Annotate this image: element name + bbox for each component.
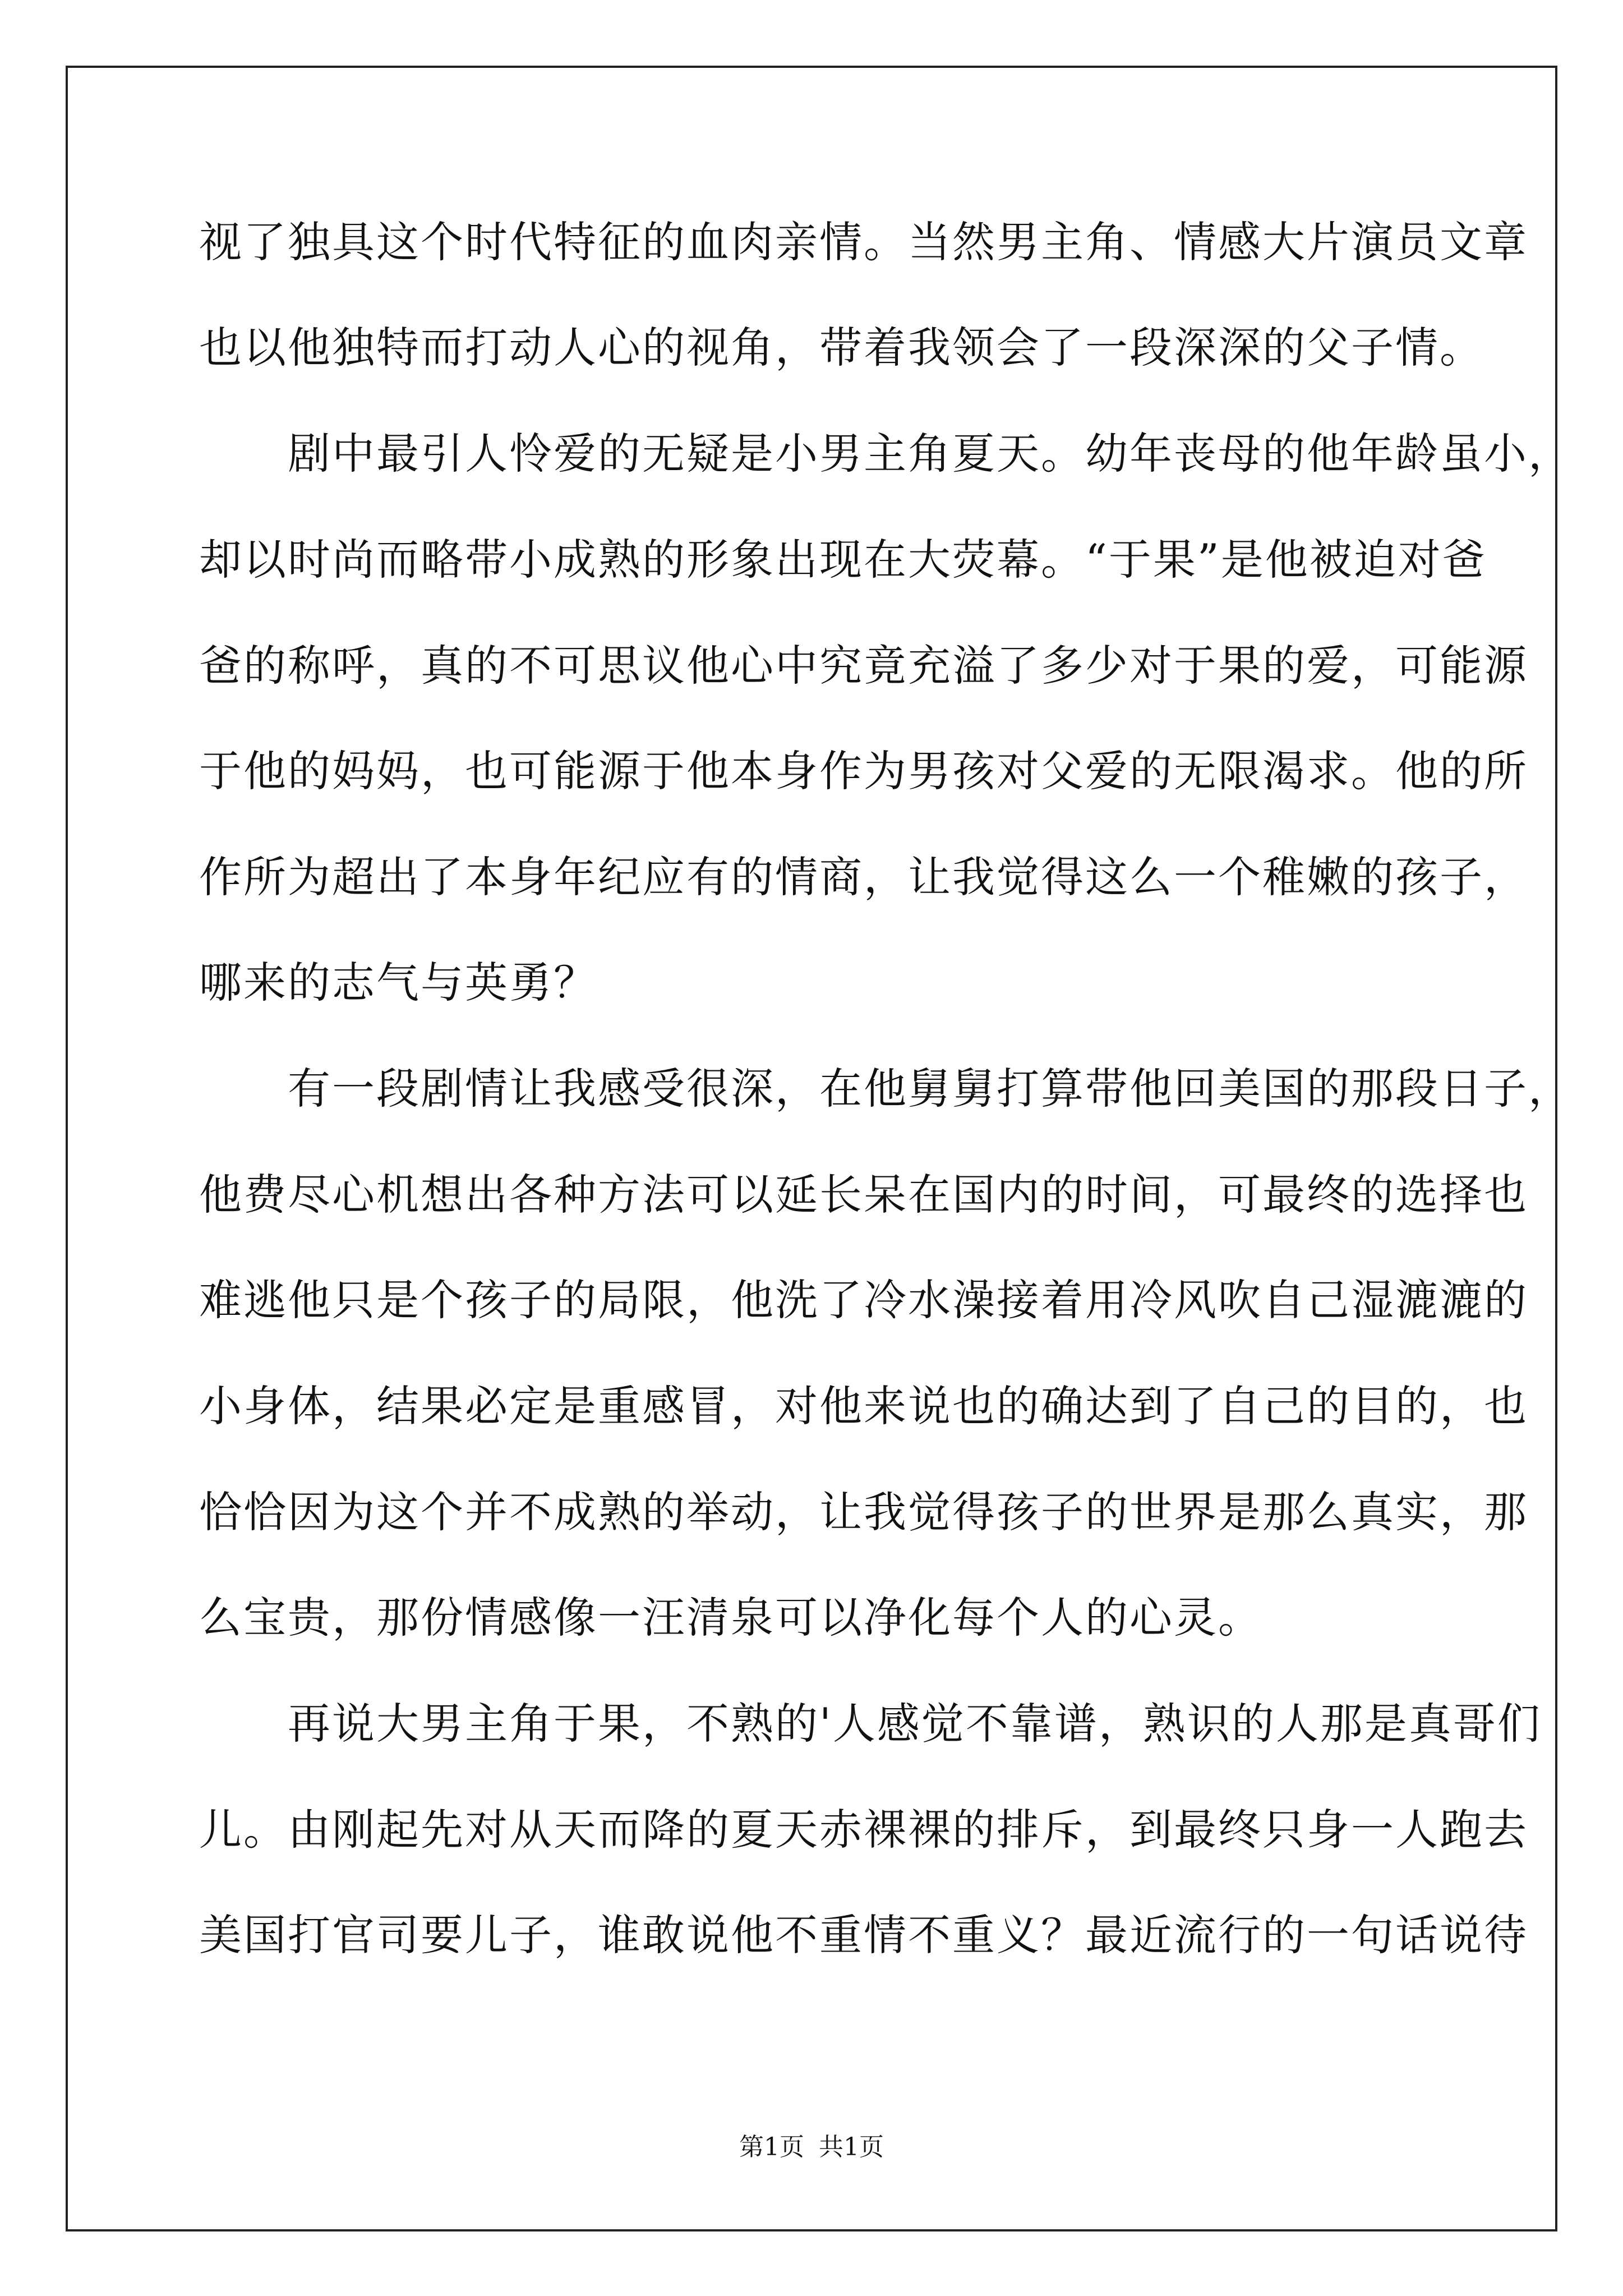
text-line: 作所为超出了本身年纪应有的情商，让我觉得这么一个稚嫩的孩子， — [199, 852, 1528, 902]
page-footer — [0, 2131, 1623, 2164]
text-line: 恰恰因为这个并不成熟的举动，让我觉得孩子的世界是那么真实，那 — [199, 1487, 1528, 1537]
text-line: 美国打官司要儿子，谁敢说他不重情不重义？最近流行的一句话说待 — [199, 1910, 1528, 1960]
text-line: 于他的妈妈，也可能源于他本身作为男孩对父爱的无限渴求。他的所 — [199, 746, 1528, 796]
text-line: 爸的称呼，真的不可思议他心中究竟充溢了多少对于果的爱，可能源 — [199, 641, 1528, 691]
text-line: 难逃他只是个孩子的局限，他洗了冷水澡接着用冷风吹自己湿漉漉的 — [199, 1275, 1528, 1325]
page-total: 共1页 — [819, 2133, 884, 2161]
text-line: 剧中最引人怜爱的无疑是小男主角夏天。幼年丧母的他年龄虽小， — [199, 429, 1573, 478]
text-line: 却以时尚而略带小成熟的形象出现在大荧幕。“于果”是他被迫对爸 — [199, 535, 1487, 585]
text-line: 他费尽心机想出各种方法可以延长呆在国内的时间，可最终的选择也 — [199, 1170, 1528, 1220]
text-line: 也以他独特而打动人心的视角，带着我领会了一段深深的父子情。 — [199, 323, 1484, 372]
text-line: 小身体，结果必定是重感冒，对他来说也的确达到了自己的目的，也 — [199, 1381, 1528, 1431]
text-line: 有一段剧情让我感受很深，在他舅舅打算带他回美国的那段日子， — [199, 1064, 1573, 1114]
text-line: 么宝贵，那份情感像一汪清泉可以净化每个人的心灵。 — [199, 1593, 1262, 1642]
page-number: 第1页 — [739, 2133, 804, 2161]
text-line: 儿。由刚起先对从天而降的夏天赤裸裸的排斥，到最终只身一人跑去 — [199, 1805, 1528, 1855]
text-line: 视了独具这个时代特征的血肉亲情。当然男主角、情感大片演员文章 — [199, 217, 1528, 267]
text-line: 哪来的志气与英勇？ — [199, 958, 598, 1007]
text-line: 再说大男主角于果，不熟的'人感觉不靠谱，熟识的人那是真哥们 — [199, 1699, 1542, 1749]
